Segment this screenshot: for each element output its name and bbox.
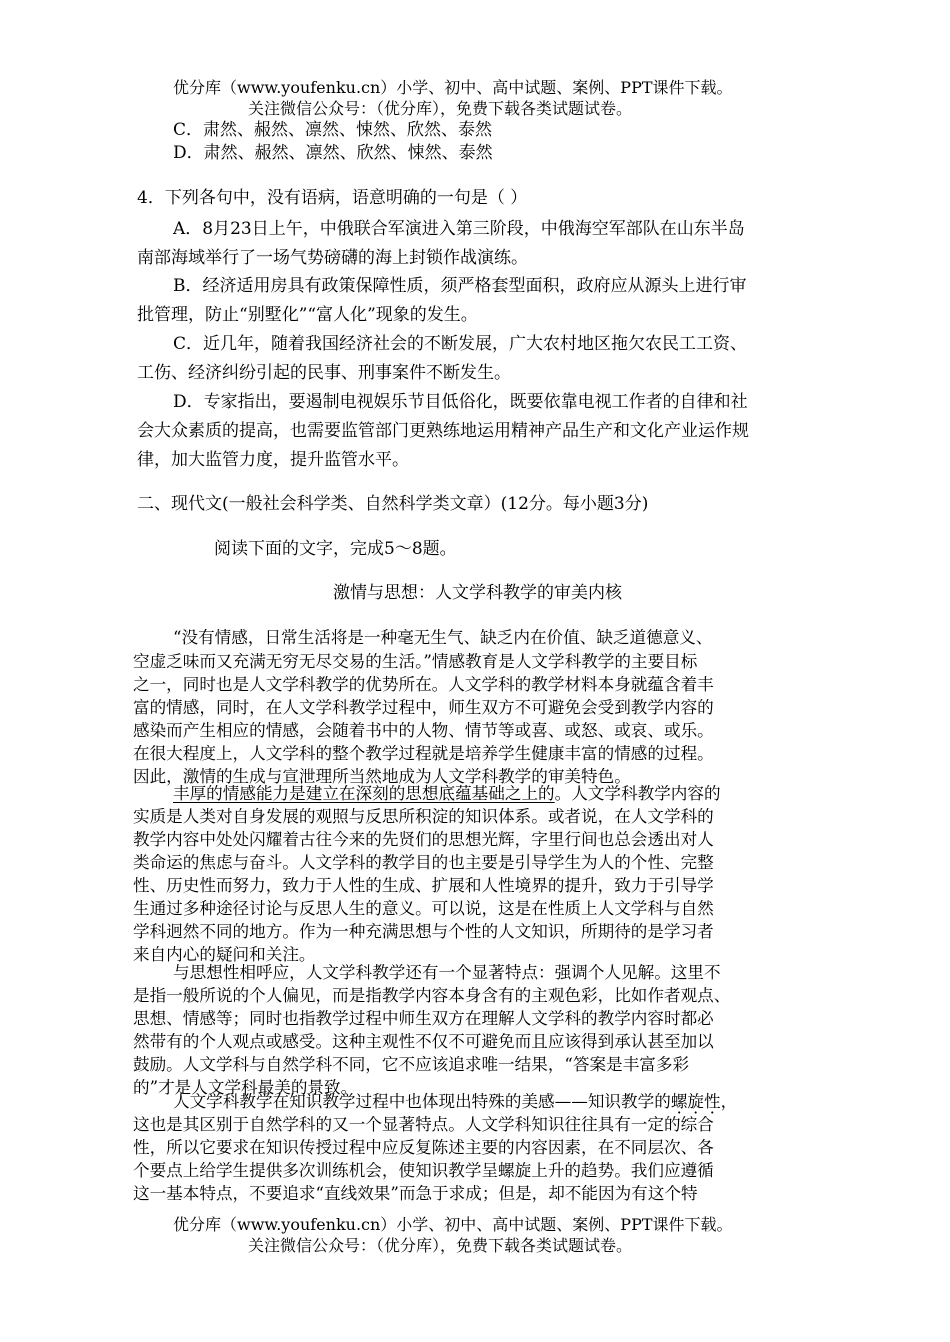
q4-stem: 4．下列各句中，没有语病，语意明确的一句是（ ） bbox=[137, 188, 528, 208]
p1-line: 富的情感，同时，在人文学科教学过程中，师生双方不可避免会受到教学内容的 bbox=[133, 698, 714, 717]
q4-option-a-line: A．8月23日上午，中俄联合军演进入第三阶段，中俄海空军部队在山东半岛 bbox=[173, 219, 745, 239]
p3-line: 是指一般所说的个人偏见，而是指教学内容本身含有的主观色彩，比如作者观点、 bbox=[133, 986, 731, 1005]
p3-line: 与思想性相呼应，人文学科教学还有一个显著特点：强调个人见解。这里不 bbox=[173, 963, 721, 982]
q3-option-d: D．肃然、赧然、凛然、欣然、悚然、泰然 bbox=[173, 143, 493, 163]
p2-line: 实质是人类对自身发展的观照与反思所积淀的知识体系。或者说，在人文学科的 bbox=[133, 807, 714, 826]
p3-line: 鼓励。人文学科与自然学科不同，它不应该追求唯一结果，“答案是丰富多彩 bbox=[133, 1055, 690, 1074]
q4-option-d-line: 律，加大监管力度，提升监管水平。 bbox=[137, 450, 409, 470]
p3-line: 的”才是人文学科最美的景致。 bbox=[133, 1078, 358, 1097]
p1-line: 感染而产生相应的情感，会随着书中的人物、情节等或喜、或怒、或哀、或乐。 bbox=[133, 721, 714, 740]
emphasis-char: 旋 bbox=[687, 1092, 704, 1111]
p4-line: 这也是其区别于自然学科的又一个显著特点。人文学科知识往往具有一定的综合 bbox=[133, 1115, 714, 1134]
emphasis-char: 性 bbox=[704, 1092, 721, 1111]
p2-line: 来自内心的疑问和关注。 bbox=[133, 945, 316, 964]
p1-line: 之一，同时也是人文学科教学的优势所在。人文学科的教学材料本身就蕴含着丰 bbox=[133, 675, 714, 694]
p1-line: “没有情感，日常生活将是一种毫无生气、缺乏内在价值、缺乏道德意义、 bbox=[173, 628, 713, 647]
p2-line: 生通过多种途径讨论与反思人生的意义。可以说，这是在性质上人文学科与自然 bbox=[133, 899, 714, 918]
underlined-sentence: 丰厚的情感能力是建立在深刻的思想底蕴基础之上的 bbox=[173, 784, 555, 803]
footer-line-1: 优分库（www.youfenku.cn）小学、初中、高中试题、案例、PPT课件下载。 bbox=[173, 1215, 733, 1234]
section2-heading: 二、现代文(一般社会科学类、自然科学类文章）(12分。每小题3分) bbox=[137, 494, 649, 514]
p4-line: 这一基本特点，不要追求“直线效果”而急于求成；但是，却不能因为有这个特 bbox=[133, 1184, 698, 1203]
q4-option-d-line: D．专家指出，要遏制电视娱乐节目低俗化，既要依靠电视工作者的自律和社 bbox=[173, 392, 748, 412]
header-line-1: 优分库（www.youfenku.cn）小学、初中、高中试题、案例、PPT课件下载。 bbox=[173, 78, 733, 97]
p3-line: 然带有的个人观点或感受。这种主观性不仅不可避免而且应该得到承认甚至加以 bbox=[133, 1032, 714, 1051]
p4-first-prefix: 人文学科教学在知识教学过程中也体现出特殊的美感——知识教学的 bbox=[173, 1092, 671, 1111]
q4-option-a-line: 南部海域举行了一场气势磅礴的海上封锁作战演练。 bbox=[137, 248, 528, 268]
p2-line: 性、历史性而努力，致力于人性的生成、扩展和人性境界的提升，致力于引导学 bbox=[133, 876, 714, 895]
p1-line: 因此，激情的生成与宣泄理所当然地成为人文学科教学的审美特色。 bbox=[133, 767, 631, 786]
p2-first-line bbox=[173, 786, 721, 803]
p4-line: 性，所以它要求在知识传授过程中应反复陈述主要的内容因素，在不同层次、各 bbox=[133, 1138, 714, 1157]
p2-first-rest: 。人文学科教学内容的 bbox=[554, 784, 721, 803]
q4-option-b-line: B．经济适用房具有政策保障性质，须严格套型面积，政府应从源头上进行审 bbox=[173, 276, 747, 296]
emphasis-char: 螺 bbox=[670, 1092, 688, 1111]
p2-line: 教学内容中处处闪耀着古往今来的先贤们的思想光辉，字里行间也总会透出对人 bbox=[133, 830, 714, 849]
p4-line: 个要点上给学生提供多次训练机会，使知识教学呈螺旋上升的趋势。我们应遵循 bbox=[133, 1161, 714, 1180]
q4-option-c-line: C．近几年，随着我国经济社会的不断发展，广大农村地区拖欠农民工工资、 bbox=[173, 334, 748, 354]
p4-first-line bbox=[173, 1094, 737, 1111]
section2-instruction: 阅读下面的文字，完成5～8题。 bbox=[214, 539, 457, 559]
p2-line: 学科迥然不同的地方。作为一种充满思想与个性的人文知识，所期待的是学习者 bbox=[133, 922, 714, 941]
footer-line-2: 关注微信公众号：（优分库），免费下载各类试题试卷。 bbox=[248, 1236, 633, 1255]
q4-option-c-line: 工伤、经济纠纷引起的民事、刑事案件不断发生。 bbox=[137, 363, 511, 383]
q4-option-d-line: 会大众素质的提高，也需要监管部门更熟练地运用精神产品生产和文化产业运作规 bbox=[137, 421, 749, 441]
p1-line: 在很大程度上，人文学科的整个教学过程就是培养学生健康丰富的情感的过程。 bbox=[133, 744, 714, 763]
p2-line: 类命运的焦虑与奋斗。人文学科的教学目的也主要是引导学生为人的个性、完整 bbox=[133, 853, 714, 872]
header-line-2: 关注微信公众号：（优分库），免费下载各类试题试卷。 bbox=[248, 99, 633, 118]
article-title: 激情与思想：人文学科教学的审美内核 bbox=[333, 583, 622, 603]
q4-option-b-line: 批管理，防止“别墅化”“富人化”现象的发生。 bbox=[137, 305, 478, 325]
q3-option-c: C．肃然、赧然、凛然、悚然、欣然、泰然 bbox=[173, 120, 493, 140]
p1-line: 空虚乏味而又充满无穷无尽交易的生活。”情感教育是人文学科教学的主要目标 bbox=[133, 652, 698, 671]
p4-first-suffix: ， bbox=[720, 1092, 738, 1111]
p3-line: 思想、情感等；同时也指教学过程中师生双方在理解人文学科的教学内容时都必 bbox=[133, 1009, 714, 1028]
